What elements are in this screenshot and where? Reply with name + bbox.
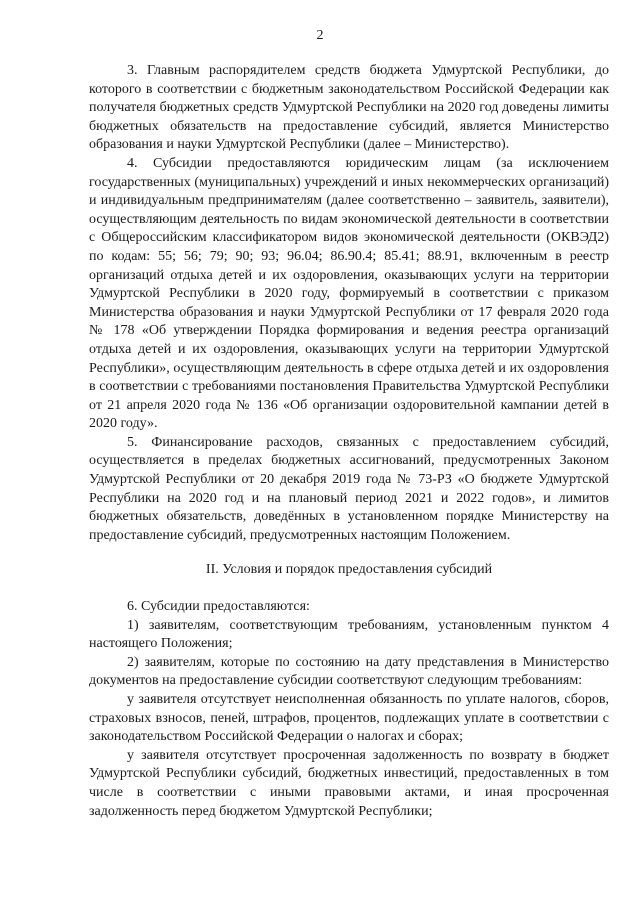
paragraph-5: 5. Финансирование расходов, связанных с предоставлением субсидий, осуществляется в пределах бюджетных ассигнований, предусмотренных Законом Удмуртской Республики от 20 декабря 2019 года № 73-РЗ «О бюджете Удмуртской Республики на 2020 год и на плановый период 2021 и 2022 годов», и лимитов бюджетных обязательств, доведённых в установленном порядке Министерству на предоставление субсидий, предусмотренных настоящим Положением. <box>89 434 609 543</box>
page-number: 2 <box>316 28 324 43</box>
paragraph-4: 4. Субсидии предоставляются юридическим лицам (за исключением государственных (муниципальных) учреждений и иных некоммерческих организаций) и индивидуальным предпринимателям (далее соответственно – заявитель, заявители), осуществляющим деятельность по видам экономической деятельности в соответствии с Общероссийским классификатором видов экономической деятельности (ОКВЭД2) по кодам: 55; 56; 79; 90; 93; 96.04; 86.90.4; 85.41; 88.91, включенным в реестр организаций отдыха детей и их оздоровления, оказывающих услуги на территории Удмуртской Республики в 2020 году, формируемый в соответствии с приказом Министерства образования и науки Удмуртской Республики от 17 февраля 2020 года № 178 «Об утверждении Порядка формирования и ведения реестра организаций отдыха детей и их оздоровления, оказывающих услуги на территории Удмуртской Республики», осуществляющим деятельность в сфере отдыха детей и их оздоровления в соответствии с требованиями постановления Правительства Удмуртской Республики от 21 апреля 2020 года № 136 «Об организации оздоровительной кампании детей в 2020 году». <box>89 155 609 432</box>
section-heading: II. Условия и порядок предоставления субсидий <box>205 562 493 578</box>
paragraph-3: 3. Главным распорядителем средств бюджета Удмуртской Республики, до которого в соответствии с бюджетным законодательством Российской Федерации как получателя бюджетных средств Удмуртской Республики на 2020 год доведены лимиты бюджетных обязательств на предоставление субсидий, является Министерство образования и науки Удмуртской Республики (далее – Министерство). <box>89 63 609 153</box>
section-spacer <box>89 580 609 598</box>
paragraph-requirement-debt: у заявителя отсутствует просроченная задолженность по возврату в бюджет Удмуртской Республики субсидий, бюджетных инвестиций, предоставленных в том числе в соответствии с иными правовыми актами, и иная просроченная задолженность перед бюджетом Удмуртской Республики; <box>89 747 609 819</box>
paragraph-6-item-1: 1) заявителям, соответствующим требованиям, установленным пунктом 4 настоящего Положения; <box>89 617 609 652</box>
document-body <box>89 62 609 821</box>
paragraph-6: 6. Субсидии предоставляются: <box>127 599 310 615</box>
paragraph-6-item-2: 2) заявителям, которые по состоянию на дату представления в Министерство документов на предоставление субсидии соответствуют следующим требованиям: <box>89 654 609 689</box>
paragraph-requirement-taxes: у заявителя отсутствует неисполненная обязанность по уплате налогов, сборов, страховых взносов, пеней, штрафов, процентов, подлежащих уплате в соответствии с законодательством Российской Федерации о налогах и сборах; <box>89 692 609 745</box>
